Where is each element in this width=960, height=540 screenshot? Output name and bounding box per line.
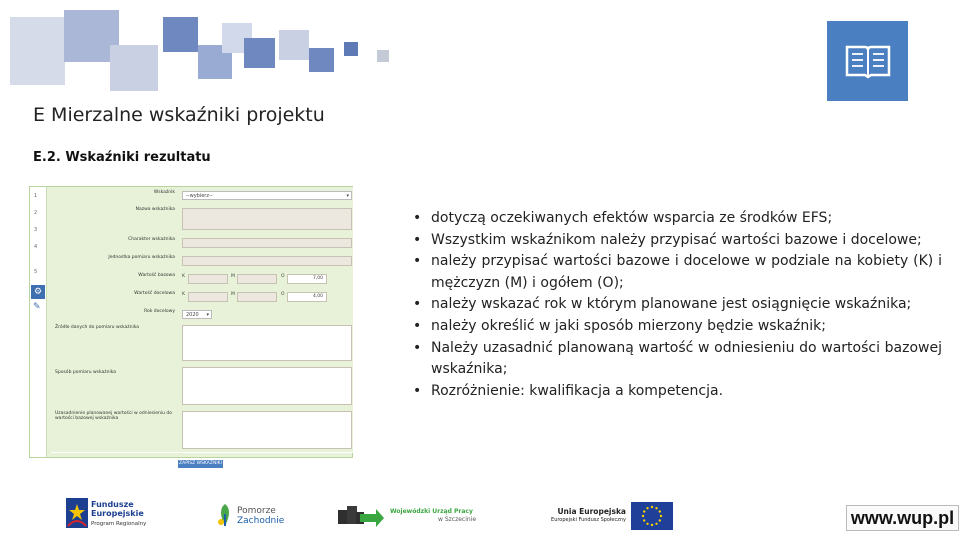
row-number: 5 [34,269,38,275]
field-label: Wartość docelowa [134,291,175,296]
o-label: O [281,274,285,279]
m-label: M [231,274,235,279]
form-row-target-year [51,306,353,323]
target-o-field[interactable]: 4,00 [287,292,327,302]
justification-textarea[interactable] [182,411,352,449]
field-label: Wartość bazowa [138,273,175,278]
field-label: Rok docelowy [144,309,175,314]
list-item: • należy przypisać wartości bazowe i docelowe w podziale na kobiety (K) i mężczyzn (M) i ogółem (O); [407,251,942,294]
measure-method-textarea[interactable] [182,367,352,405]
row-number: 1 [34,193,38,199]
section-subtitle: E.2. Wskaźniki rezultatu [33,150,211,165]
base-m-field[interactable] [237,274,277,284]
form-rows [29,186,353,458]
form-row-name [51,204,353,235]
indicator-select[interactable]: --wybierz-- ▾ [182,191,352,200]
target-k-field[interactable] [188,292,228,302]
list-item: • Należy uzasadnić planowaną wartość w odniesieniu do wartości bazowej wskaźnika; [407,338,942,381]
guidance-bullet-list [407,208,942,402]
list-item: • dotyczą oczekiwanych efektów wsparcia ze środków EFS; [407,208,942,230]
fe-star-icon [66,498,88,528]
open-book-icon [843,41,893,81]
wup-arrow-icon [338,502,384,528]
pomorze-zachodnie-logo: Pomorze Zachodnie [215,502,285,530]
unit-field[interactable] [182,256,352,266]
field-label: Jednostka pomiaru wskaźnika [108,255,175,260]
form-row-justification [51,408,353,453]
k-label: K [182,274,185,279]
list-item: • Wszystkim wskaźnikom należy przypisać wartości bazowe i docelowe; [407,230,942,252]
unia-europejska-logo: Unia Europejska Europejski Fundusz Społeczny [540,502,675,532]
field-label: Charakter wskaźnika [128,237,175,242]
eu-flag-icon [631,502,673,530]
row-number: 3 [34,227,38,233]
website-link[interactable]: www.wup.pl [846,505,959,531]
wup-szczecin-logo: Wojewódzki Urząd Pracy w Szczecinie [338,502,478,530]
row-number: 4 [34,244,38,250]
k-label: K [182,292,185,297]
form-row-target-value [51,288,353,307]
row-number: 2 [34,210,38,216]
target-year-select[interactable]: 2020 ▾ [182,310,212,319]
save-indicators-button[interactable]: ZAPISZ WSKAŹNIKI [179,461,222,466]
data-source-textarea[interactable] [182,325,352,361]
o-label: O [281,292,285,297]
list-item: • należy określić w jaki sposób mierzony będzie wskaźnik; [407,316,942,338]
edit-icon[interactable]: ✎ [33,302,41,312]
field-label: Wskaźnik [153,190,175,195]
form-row-data-source [51,322,353,365]
form-row-base-value [51,270,353,289]
pomorze-leaf-icon [215,502,235,528]
book-icon-box [827,21,908,101]
field-label: Źródło danych do pomiaru wskaźnika [55,325,140,330]
form-row-measure-method [51,364,353,409]
list-item: • Rozróżnienie: kwalifikacja a kompetencja. [407,381,942,403]
field-label: Sposób pomiaru wskaźnika [55,370,117,375]
m-label: M [231,292,235,297]
base-k-field[interactable] [188,274,228,284]
indicator-name-field[interactable] [182,208,352,230]
target-m-field[interactable] [237,292,277,302]
field-label: Nazwa wskaźnika [135,207,175,212]
form-row-unit [51,252,353,271]
field-label: Uzasadnienie planowanej wartości w odniesieniu do wartości bazowej wskaźnika [55,411,173,421]
gear-icon[interactable]: ⚙ [31,285,45,299]
page-title: E Mierzalne wskaźniki projektu [33,104,325,126]
form-row-indicator [51,187,353,205]
list-item: • należy wskazać rok w którym planowane jest osiągnięcie wskaźnika; [407,294,942,316]
form-row-character [51,234,353,253]
indicator-character-field[interactable] [182,238,352,248]
fundusze-europejskie-logo: Fundusze Europejskie Program Regionalny [66,498,166,530]
base-o-field[interactable]: 7,00 [287,274,327,284]
